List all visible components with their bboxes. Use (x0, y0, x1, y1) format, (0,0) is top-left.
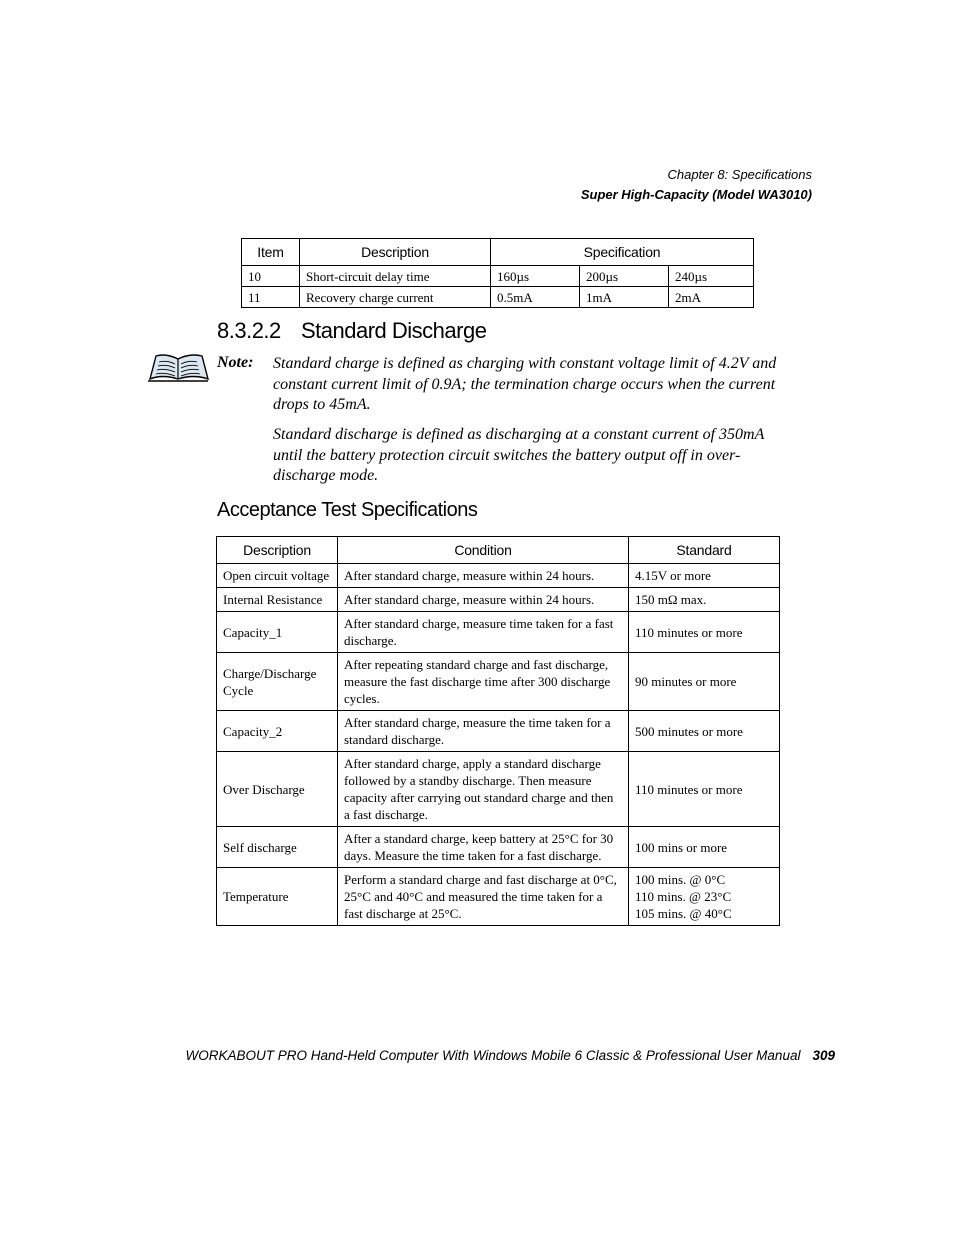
item-cell: 10 (242, 266, 300, 287)
table-header-row (217, 537, 780, 564)
standard-cell: 500 minutes or more (629, 711, 780, 752)
table-row (242, 266, 754, 287)
condition-cell: Perform a standard charge and fast discharge at 0°C, 25°C and 40°C and measured the time taken for a fast discharge at 25°C. (338, 868, 629, 926)
page-number: 309 (812, 1048, 835, 1063)
table-row (217, 827, 780, 868)
column-header-description: Description (217, 537, 338, 564)
specification-table (241, 238, 754, 308)
open-book-icon (146, 352, 210, 384)
chapter-header: Chapter 8: Specifications (667, 167, 812, 182)
table-row (217, 752, 780, 827)
table-row (217, 612, 780, 653)
column-header-specification: Specification (491, 239, 754, 266)
description-cell: Temperature (217, 868, 338, 926)
standard-cell: 100 mins or more (629, 827, 780, 868)
acceptance-heading: Acceptance Test Specifications (217, 499, 478, 521)
item-cell: 11 (242, 287, 300, 308)
spec-value-cell: 2mA (669, 287, 754, 308)
description-cell: Self discharge (217, 827, 338, 868)
description-cell: Capacity_2 (217, 711, 338, 752)
description-cell: Open circuit voltage (217, 564, 338, 588)
table-row (242, 287, 754, 308)
table-row (217, 653, 780, 711)
spec-value-cell: 1mA (580, 287, 669, 308)
standard-cell: 100 mins. @ 0°C 110 mins. @ 23°C 105 mins. @ 40°C (629, 868, 780, 926)
condition-cell: After standard charge, measure time taken for a fast discharge. (338, 612, 629, 653)
table-row (217, 868, 780, 926)
description-cell: Charge/Discharge Cycle (217, 653, 338, 711)
section-header: Super High-Capacity (Model WA3010) (580, 187, 812, 202)
column-header-description: Description (300, 239, 491, 266)
condition-cell: After standard charge, measure within 24 hours. (338, 564, 629, 588)
column-header-item: Item (242, 239, 300, 266)
table-row (217, 711, 780, 752)
page-footer (186, 1048, 836, 1063)
condition-cell: After repeating standard charge and fast discharge, measure the fast discharge time after 300 discharge cycles. (338, 653, 629, 711)
spec-value-cell: 240µs (669, 266, 754, 287)
description-cell: Recovery charge current (300, 287, 491, 308)
table-header-row (242, 239, 754, 266)
note-paragraph: Standard charge is defined as charging with constant voltage limit of 4.2V and constant current limit of 0.9A; the termination charge occurs when the current drops to 45mA. (273, 355, 777, 413)
section-title: Standard Discharge (301, 318, 487, 343)
manual-title: WORKABOUT PRO Hand-Held Computer With Windows Mobile 6 Classic & Professional User Manual (185, 1048, 801, 1063)
table-row (217, 588, 780, 612)
note-label: Note: (217, 354, 254, 371)
standard-cell: 90 minutes or more (629, 653, 780, 711)
table-row (217, 564, 780, 588)
condition-cell: After standard charge, measure within 24 hours. (338, 588, 629, 612)
standard-cell: 110 minutes or more (629, 752, 780, 827)
condition-cell: After standard charge, apply a standard discharge followed by a standby discharge. Then measure capacity after carrying out standard charge and then a fast discharge. (338, 752, 629, 827)
description-cell: Capacity_1 (217, 612, 338, 653)
section-heading (217, 318, 486, 344)
column-header-condition: Condition (338, 537, 629, 564)
standard-cell: 4.15V or more (629, 564, 780, 588)
spec-value-cell: 0.5mA (491, 287, 580, 308)
acceptance-test-table (216, 536, 780, 926)
note-paragraph: Standard discharge is defined as discharging at a constant current of 350mA until the battery protection circuit switches the battery output off in over-discharge mode. (273, 426, 765, 484)
standard-cell: 110 minutes or more (629, 612, 780, 653)
condition-cell: After a standard charge, keep battery at 25°C for 30 days. Measure the time taken for a fast discharge. (338, 827, 629, 868)
standard-cell: 150 mΩ max. (629, 588, 780, 612)
description-cell: Short-circuit delay time (300, 266, 491, 287)
section-number: 8.3.2.2 (217, 318, 281, 343)
description-cell: Internal Resistance (217, 588, 338, 612)
column-header-standard: Standard (629, 537, 780, 564)
condition-cell: After standard charge, measure the time taken for a standard discharge. (338, 711, 629, 752)
spec-value-cell: 160µs (491, 266, 580, 287)
description-cell: Over Discharge (217, 752, 338, 827)
spec-value-cell: 200µs (580, 266, 669, 287)
